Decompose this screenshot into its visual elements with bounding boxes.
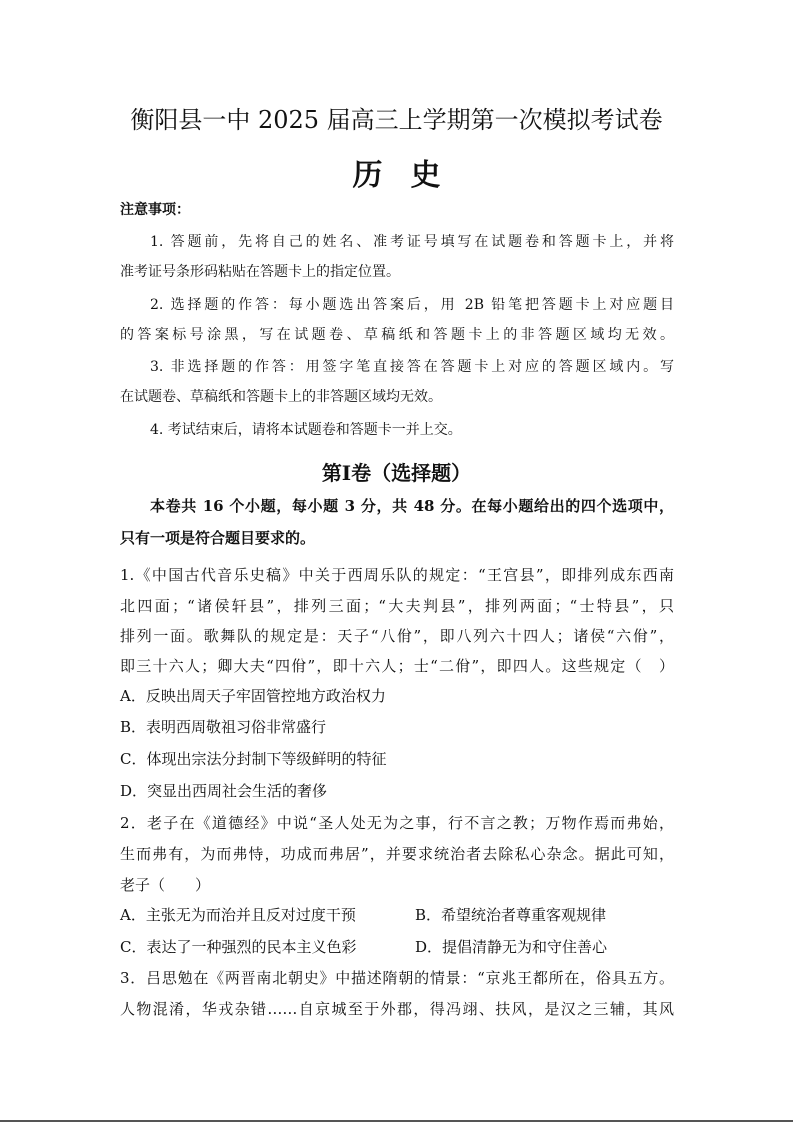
option-b: B．表明西周敬祖习俗非常盛行 <box>120 718 327 736</box>
section-instructions: 本卷共 16 个小题，每小题 3 分，共 48 分。在每小题给出的四个选项中， <box>150 497 674 515</box>
notice-line: 的答案标号涂黑，写在试题卷、草稿纸和答题卡上的非答题区域均无效。 <box>120 327 674 343</box>
question-stem: 2．老子在《道德经》中说“圣人处无为之事，行不言之教；万物作焉而弗始， <box>120 814 674 832</box>
question-stem: 人物混淆，华戎杂错……自京城至于外郡，得冯翊、扶风，是汉之三辅，其风 <box>120 1000 674 1018</box>
question-stem: 排列一面。歌舞队的规定是：天子“八佾”，即八列六十四人；诸侯“六佾”， <box>120 627 674 645</box>
notice-line: 1. 答题前，先将自己的姓名、准考证号填写在试题卷和答题卡上，并将 <box>150 234 674 250</box>
section-title: 第Ⅰ卷（选择题） <box>321 461 472 485</box>
notice-line: 在试题卷、草稿纸和答题卡上的非答题区域均无效。 <box>120 389 442 405</box>
notice-heading: 注意事项： <box>120 202 190 218</box>
option-d: D．突显出西周社会生活的奢侈 <box>120 782 328 800</box>
option-d: D．提倡清静无为和守住善心 <box>415 938 608 956</box>
option-c: C．体现出宗法分封制下等级鲜明的特征 <box>120 750 387 768</box>
question-stem: 3．吕思勉在《两晋南北朝史》中描述隋朝的情景：“京兆王都所在，俗具五方。 <box>120 969 674 987</box>
notice-line: 4. 考试结束后，请将本试题卷和答题卡一并上交。 <box>150 422 462 438</box>
notice-line: 2. 选择题的作答：每小题选出答案后，用 2B 铅笔把答题卡上对应题目 <box>150 297 674 313</box>
notice-line: 准考证号条形码粘贴在答题卡上的指定位置。 <box>120 264 400 280</box>
option-c: C．表达了一种强烈的民本主义色彩 <box>120 938 357 956</box>
option-row <box>120 937 674 957</box>
option-a: A．反映出周天子牢固管控地方政治权力 <box>120 687 386 705</box>
subject-title: 历史 <box>352 158 469 193</box>
section-instructions: 只有一项是符合题目要求的。 <box>120 529 316 547</box>
exam-title: 衡阳县一中 2025 届高三上学期第一次模拟考试卷 <box>130 106 663 134</box>
option-row <box>120 905 674 925</box>
notice-line: 3. 非选择题的作答：用签字笔直接答在答题卡上对应的答题区域内。写 <box>150 359 674 375</box>
option-b: B．希望统治者尊重客观规律 <box>415 906 607 924</box>
question-stem: 北四面；“诸侯轩县”，排列三面；“大夫判县”，排列两面；“士特县”，只 <box>120 597 674 615</box>
question-stem: 即三十六人；卿大夫“四佾”，即十六人；士“二佾”，即四人。这些规定（ ） <box>120 657 674 675</box>
question-stem: 老子（ ） <box>120 876 211 894</box>
option-a: A．主张无为而治并且反对过度干预 <box>120 906 356 924</box>
question-stem: 1.《中国古代音乐史稿》中关于西周乐队的规定：“王宫县”，即排列成东西南 <box>120 566 674 584</box>
question-stem: 生而弗有，为而弗恃，功成而弗居”，并要求统治者去除私心杂念。据此可知， <box>120 845 674 863</box>
